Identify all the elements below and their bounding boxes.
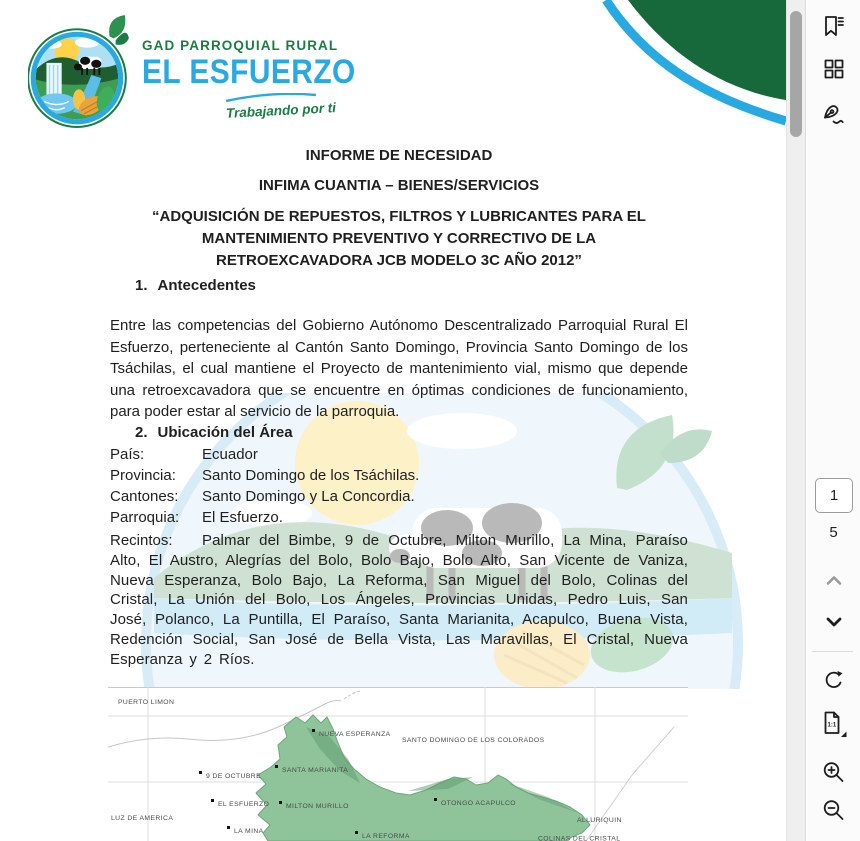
bookmarks-button[interactable] [819,12,849,40]
location-row-pais: País: Ecuador [110,446,258,463]
scrollbar-thumb[interactable] [790,11,802,137]
zoom-out-icon [821,798,846,823]
recintos-text: Palmar del Bimbe, 9 de Octubre, Milton Murillo, La Mina, Paraíso Alto, El Austro, Alegrías del Bolo, Bolo Bajo, Bolo Alto, San Vicente de Vaniza, Nueva Esperanza, Bolo Bajo, La Reforma, San Miguel del Bolo, Colinas del Cristal, La Unión del Bolo, Los Ángeles, Provincias Unidas, Pedro Luis, San José, Polanco, La Puntilla, El Paraíso, Santa Marianita, Acapulco, Buena Vista, Redención Social, San José de Bella Vista, Las Maravillas, El Cristal, Nueva Esperanza y 2 Ríos. [110,532,688,668]
chevron-up-icon [823,572,845,588]
section-2-number: 2. [135,424,148,441]
paragraph-recintos [110,531,688,670]
svg-text:1:1: 1:1 [827,722,836,729]
org-type-text: GAD PARROQUIAL RURAL [142,38,339,53]
chevron-down-icon [823,614,845,630]
map-label-el-esfuerzo: EL ESFUERZO [218,801,270,808]
map-label-la-reforma: LA REFORMA [362,833,410,840]
territory-map [108,687,688,841]
page-total-count: 5 [829,524,838,541]
org-name-text: EL ESFUERZO [142,53,356,91]
doc-main-title [110,206,688,272]
page-number-input[interactable] [815,478,853,513]
doc-heading-2: INFIMA CUANTIA – BIENES/SERVICIOS [258,177,540,194]
map-label-puerto-limon: PUERTO LIMON [118,699,175,706]
actual-size-button[interactable] [818,708,849,740]
zoom-in-button[interactable] [819,758,848,787]
map-label-otongo-acapulco: OTONGO ACAPULCO [441,800,516,807]
zoom-in-icon [821,760,846,785]
section-2-heading [135,424,293,441]
section-2-title: Ubicación del Área [157,424,293,441]
paragraph-antecedentes: Entre las competencias del Gobierno Autónomo Descentralizado Parroquial Rural El Esfuerzo, perteneciente al Cantón Santo Domingo, Provincia Santo Domingo de los Tsáchilas, el cual mantiene el Proyecto de mantenimiento vial, mismo que depende una retroexcavadora que se encuentre en óptimas condiciones de funcionamiento, para poder estar al servicio de la parroquia. [110,317,688,420]
previous-page-button[interactable] [821,570,847,590]
next-page-button[interactable] [821,612,847,632]
map-label-la-mina: LA MINA [234,828,264,835]
org-tagline: Trabajando por ti [225,99,337,121]
zoom-out-button[interactable] [819,796,848,825]
viewer-sidebar [807,0,860,841]
location-row-cantones: Cantones: Santo Domingo y La Concordia. [110,488,415,505]
signature-pen-icon [821,103,846,127]
doc-title-line-2: MANTENIMIENTO PREVENTIVO Y CORRECTIVO DE LA [201,230,597,247]
thumbnails-grid-icon [823,58,845,80]
actual-size-icon [820,710,847,738]
map-label-nueva-esperanza: NUEVA ESPERANZA [319,731,391,738]
doc-heading-1: INFORME DE NECESIDAD [305,147,493,164]
corner-decoration [586,0,786,135]
map-landmass [256,715,590,841]
page-thumbnails-button[interactable] [821,56,847,82]
rotate-button[interactable] [819,666,849,696]
doc-title-line-1: “ADQUISICIÓN DE REPUESTOS, FILTROS Y LUBRICANTES PARA EL [152,208,646,225]
org-logo-emblem [28,14,130,130]
rotate-icon [821,668,847,694]
map-label-luz-de-america: LUZ DE AMERICA [111,815,174,822]
map-label-alluriquin: ALLURIQUIN [577,817,622,824]
map-label-santo-domingo: SANTO DOMINGO DE LOS COLORADOS [402,737,545,744]
doc-title-line-3: RETROEXCAVADORA JCB MODELO 3C AÑO 2012” [216,252,582,269]
section-1-number: 1. [135,277,148,294]
section-1-title: Antecedentes [157,277,256,294]
draw-signature-button[interactable] [819,101,848,129]
map-label-colinas-del-cristal: COLINAS DEL CRISTAL [538,835,621,841]
scrollbar[interactable] [786,0,806,841]
section-1-heading [135,277,256,294]
location-row-provincia: Provincia: Santo Domingo de los Tsáchilas. [110,467,420,484]
location-row-parroquia: Parroquia: El Esfuerzo. [110,509,283,526]
location-table [110,444,419,528]
bookmarks-icon [821,14,847,38]
tagline-swoosh [226,93,318,102]
recintos-label: Recintos: [110,532,173,549]
sidebar-divider [812,651,853,652]
map-label-milton-murillo: MILTON MURILLO [286,803,349,810]
map-label-9-de-octubre: 9 DE OCTUBRE [206,773,262,780]
map-label-santa-marianita: SANTA MARIANITA [282,767,349,774]
